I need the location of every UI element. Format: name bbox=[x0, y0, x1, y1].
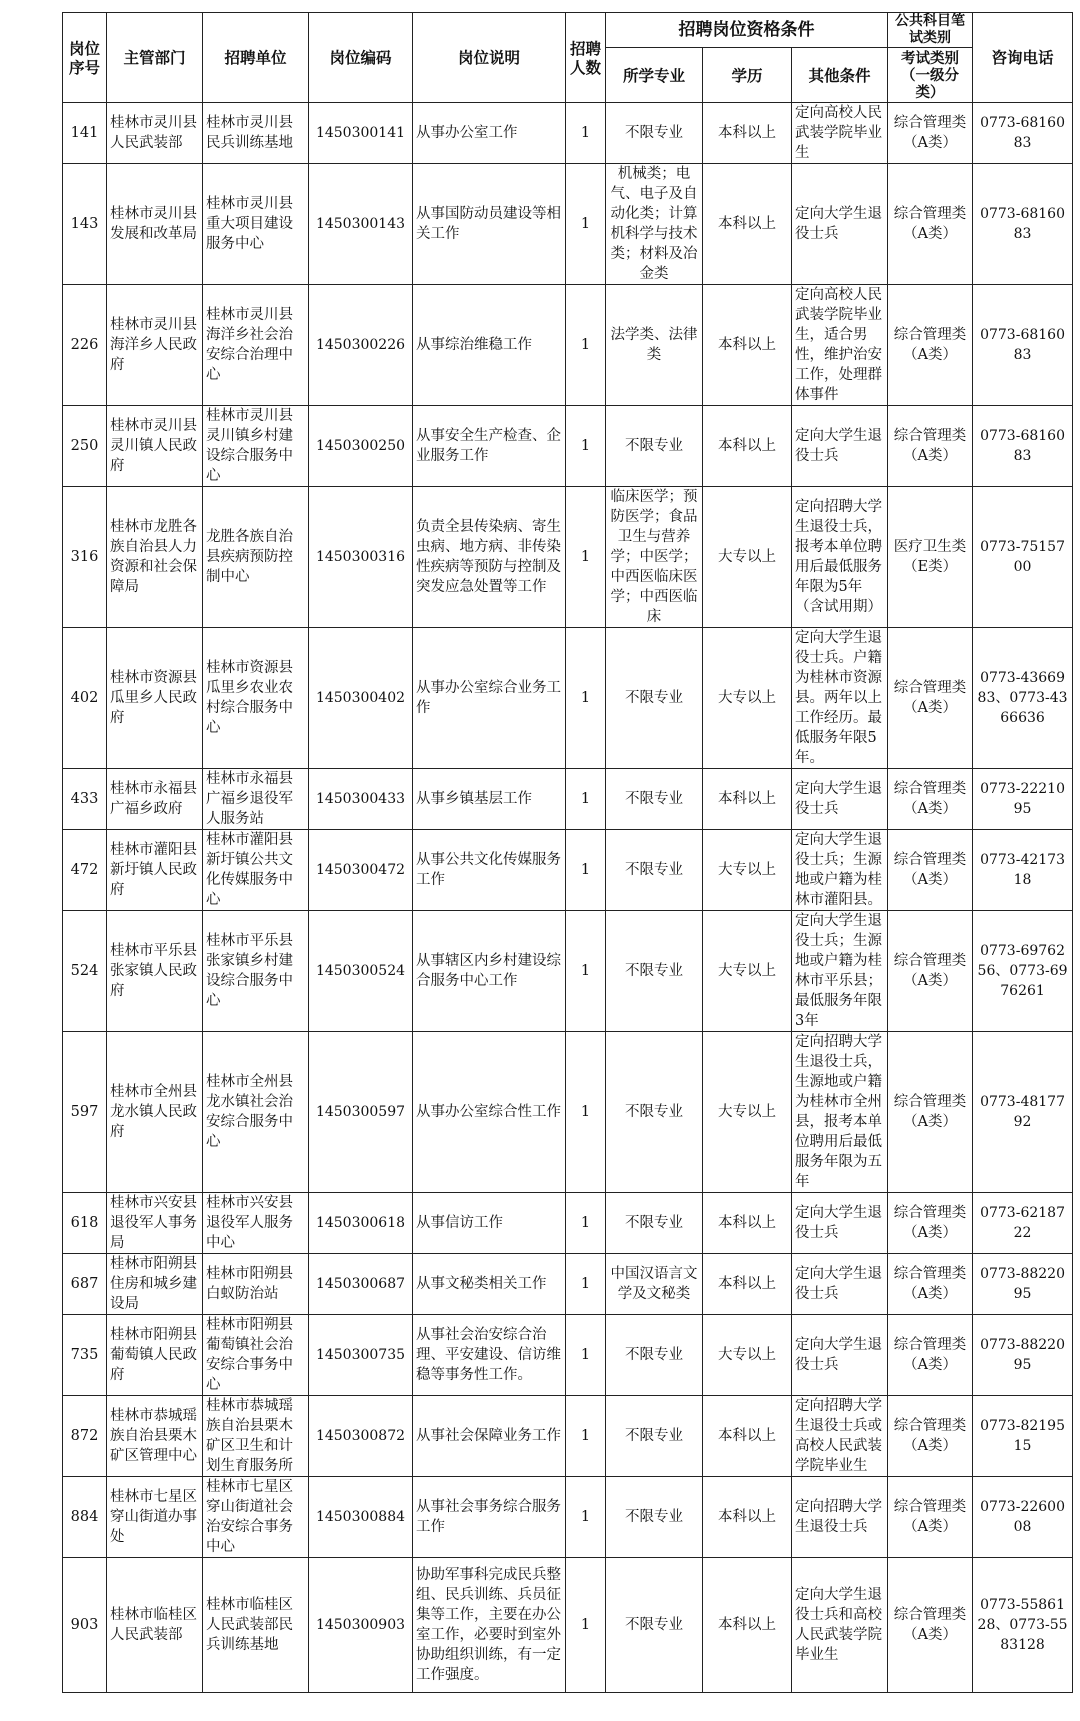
cell-edu: 大专以上 bbox=[703, 487, 792, 628]
cell-num: 1 bbox=[566, 1193, 606, 1254]
cell-major: 不限专业 bbox=[606, 769, 703, 830]
cell-num: 1 bbox=[566, 285, 606, 406]
cell-major: 不限专业 bbox=[606, 1477, 703, 1558]
cell-desc: 协助军事科完成民兵整组、民兵训练、兵员征集等工作，主要在办公室工作，必要时到室外协助组织训练，有一定工作强度。 bbox=[413, 1558, 566, 1693]
cell-unit: 桂林市平乐县张家镇乡村建设综合服务中心 bbox=[203, 911, 309, 1032]
header-exam-group: 公共科目笔试类别 bbox=[888, 13, 973, 48]
cell-num: 1 bbox=[566, 1477, 606, 1558]
header-edu: 学历 bbox=[703, 48, 792, 103]
cell-exam: 综合管理类（A类） bbox=[888, 285, 973, 406]
cell-major: 不限专业 bbox=[606, 1396, 703, 1477]
table-row bbox=[63, 1558, 1073, 1693]
header-phone: 咨询电话 bbox=[973, 13, 1073, 103]
cell-phone: 0773-2221095 bbox=[973, 769, 1073, 830]
cell-major: 不限专业 bbox=[606, 406, 703, 487]
cell-major: 临床医学；预防医学；食品卫生与营养学；中医学；中西医临床医学；中西医临床 bbox=[606, 487, 703, 628]
cell-seq: 735 bbox=[63, 1315, 107, 1396]
cell-unit: 桂林市阳朔县白蚁防治站 bbox=[203, 1254, 309, 1315]
cell-unit: 桂林市灵川县海洋乡社会治安综合治理中心 bbox=[203, 285, 309, 406]
cell-seq: 524 bbox=[63, 911, 107, 1032]
header-exam: 考试类别（一级分类） bbox=[888, 48, 973, 103]
cell-dept: 桂林市灵川县人民武装部 bbox=[107, 103, 203, 164]
cell-edu: 大专以上 bbox=[703, 830, 792, 911]
cell-dept: 桂林市资源县瓜里乡人民政府 bbox=[107, 628, 203, 769]
cell-dept: 桂林市恭城瑶族自治县栗木矿区管理中心 bbox=[107, 1396, 203, 1477]
cell-dept: 桂林市七星区穿山街道办事处 bbox=[107, 1477, 203, 1558]
cell-unit: 桂林市临桂区人民武装部民兵训练基地 bbox=[203, 1558, 309, 1693]
cell-num: 1 bbox=[566, 911, 606, 1032]
table-row bbox=[63, 1254, 1073, 1315]
cell-desc: 从事信访工作 bbox=[413, 1193, 566, 1254]
cell-seq: 597 bbox=[63, 1032, 107, 1193]
cell-desc: 从事安全生产检查、企业服务工作 bbox=[413, 406, 566, 487]
cell-desc: 从事办公室综合性工作 bbox=[413, 1032, 566, 1193]
cell-dept: 桂林市灌阳县新圩镇人民政府 bbox=[107, 830, 203, 911]
cell-exam: 综合管理类（A类） bbox=[888, 1558, 973, 1693]
cell-seq: 402 bbox=[63, 628, 107, 769]
cell-seq: 618 bbox=[63, 1193, 107, 1254]
cell-major: 法学类、法律类 bbox=[606, 285, 703, 406]
cell-code: 1450300618 bbox=[309, 1193, 413, 1254]
table-row bbox=[63, 769, 1073, 830]
cell-unit: 桂林市全州县龙水镇社会治安综合服务中心 bbox=[203, 1032, 309, 1193]
cell-seq: 141 bbox=[63, 103, 107, 164]
cell-seq: 316 bbox=[63, 487, 107, 628]
cell-edu: 本科以上 bbox=[703, 103, 792, 164]
cell-exam: 综合管理类（A类） bbox=[888, 1315, 973, 1396]
cell-other: 定向大学生退役士兵 bbox=[792, 406, 888, 487]
cell-code: 1450300687 bbox=[309, 1254, 413, 1315]
cell-desc: 从事社会事务综合服务工作 bbox=[413, 1477, 566, 1558]
cell-code: 1450300597 bbox=[309, 1032, 413, 1193]
cell-exam: 综合管理类（A类） bbox=[888, 1477, 973, 1558]
cell-num: 1 bbox=[566, 1396, 606, 1477]
cell-code: 1450300735 bbox=[309, 1315, 413, 1396]
cell-unit: 桂林市阳朔县葡萄镇社会治安综合事务中心 bbox=[203, 1315, 309, 1396]
cell-desc: 从事办公室综合业务工作 bbox=[413, 628, 566, 769]
header-seq: 岗位序号 bbox=[63, 13, 107, 103]
cell-major: 不限专业 bbox=[606, 911, 703, 1032]
cell-edu: 大专以上 bbox=[703, 628, 792, 769]
cell-other: 定向大学生退役士兵 bbox=[792, 1193, 888, 1254]
cell-phone: 0773-6816083 bbox=[973, 406, 1073, 487]
cell-exam: 综合管理类（A类） bbox=[888, 1032, 973, 1193]
cell-unit: 桂林市兴安县退役军人服务中心 bbox=[203, 1193, 309, 1254]
cell-major: 不限专业 bbox=[606, 1315, 703, 1396]
cell-seq: 250 bbox=[63, 406, 107, 487]
table-row bbox=[63, 1477, 1073, 1558]
cell-other: 定向招聘大学生退役士兵或高校人民武装学院毕业生 bbox=[792, 1396, 888, 1477]
cell-exam: 综合管理类（A类） bbox=[888, 830, 973, 911]
table-row bbox=[63, 285, 1073, 406]
header-qual-group: 招聘岗位资格条件 bbox=[606, 13, 888, 48]
cell-code: 1450300226 bbox=[309, 285, 413, 406]
cell-phone: 0773-6816083 bbox=[973, 164, 1073, 285]
cell-edu: 本科以上 bbox=[703, 1193, 792, 1254]
cell-major: 不限专业 bbox=[606, 628, 703, 769]
cell-desc: 从事社会保障业务工作 bbox=[413, 1396, 566, 1477]
cell-dept: 桂林市灵川县海洋乡人民政府 bbox=[107, 285, 203, 406]
table-row bbox=[63, 406, 1073, 487]
cell-unit: 桂林市灌阳县新圩镇公共文化传媒服务中心 bbox=[203, 830, 309, 911]
cell-seq: 226 bbox=[63, 285, 107, 406]
cell-num: 1 bbox=[566, 1254, 606, 1315]
cell-major: 不限专业 bbox=[606, 1032, 703, 1193]
cell-desc: 从事文秘类相关工作 bbox=[413, 1254, 566, 1315]
cell-dept: 桂林市平乐县张家镇人民政府 bbox=[107, 911, 203, 1032]
cell-seq: 143 bbox=[63, 164, 107, 285]
cell-exam: 综合管理类（A类） bbox=[888, 406, 973, 487]
cell-unit: 桂林市灵川县灵川镇乡村建设综合服务中心 bbox=[203, 406, 309, 487]
cell-phone: 0773-6976256、0773-6976261 bbox=[973, 911, 1073, 1032]
table-row bbox=[63, 487, 1073, 628]
cell-other: 定向大学生退役士兵 bbox=[792, 769, 888, 830]
cell-num: 1 bbox=[566, 406, 606, 487]
cell-major: 机械类；电气、电子及自动化类；计算机科学与技术类；材料及冶金类 bbox=[606, 164, 703, 285]
cell-desc: 从事辖区内乡村建设综合服务中心工作 bbox=[413, 911, 566, 1032]
table-row bbox=[63, 830, 1073, 911]
cell-unit: 桂林市七星区穿山街道社会治安综合事务中心 bbox=[203, 1477, 309, 1558]
cell-unit: 龙胜各族自治县疾病预防控制中心 bbox=[203, 487, 309, 628]
cell-other: 定向高校人民武装学院毕业生 bbox=[792, 103, 888, 164]
cell-seq: 687 bbox=[63, 1254, 107, 1315]
cell-code: 1450300316 bbox=[309, 487, 413, 628]
cell-phone: 0773-8822095 bbox=[973, 1315, 1073, 1396]
cell-desc: 负责全县传染病、寄生虫病、地方病、非传染性疾病等预防与控制及突发应急处置等工作 bbox=[413, 487, 566, 628]
cell-other: 定向高校人民武装学院毕业生，适合男性，维护治安工作，处理群体事件 bbox=[792, 285, 888, 406]
cell-other: 定向大学生退役士兵。户籍为桂林市资源县。两年以上工作经历。最低服务年限5年。 bbox=[792, 628, 888, 769]
cell-edu: 本科以上 bbox=[703, 406, 792, 487]
cell-num: 1 bbox=[566, 1315, 606, 1396]
cell-phone: 0773-4217318 bbox=[973, 830, 1073, 911]
cell-desc: 从事国防动员建设等相关工作 bbox=[413, 164, 566, 285]
cell-exam: 综合管理类（A类） bbox=[888, 103, 973, 164]
cell-phone: 0773-8219515 bbox=[973, 1396, 1073, 1477]
table-row bbox=[63, 911, 1073, 1032]
cell-other: 定向大学生退役士兵 bbox=[792, 1254, 888, 1315]
cell-code: 1450300402 bbox=[309, 628, 413, 769]
cell-code: 1450300472 bbox=[309, 830, 413, 911]
table-row bbox=[63, 1032, 1073, 1193]
cell-edu: 本科以上 bbox=[703, 164, 792, 285]
cell-code: 1450300524 bbox=[309, 911, 413, 1032]
cell-other: 定向大学生退役士兵 bbox=[792, 164, 888, 285]
cell-phone: 0773-6816083 bbox=[973, 103, 1073, 164]
cell-dept: 桂林市永福县广福乡政府 bbox=[107, 769, 203, 830]
cell-seq: 433 bbox=[63, 769, 107, 830]
header-other: 其他条件 bbox=[792, 48, 888, 103]
cell-unit: 桂林市永福县广福乡退役军人服务站 bbox=[203, 769, 309, 830]
cell-unit: 桂林市灵川县民兵训练基地 bbox=[203, 103, 309, 164]
cell-phone: 0773-8822095 bbox=[973, 1254, 1073, 1315]
header-desc: 岗位说明 bbox=[413, 13, 566, 103]
cell-code: 1450300903 bbox=[309, 1558, 413, 1693]
header-unit: 招聘单位 bbox=[203, 13, 309, 103]
cell-seq: 872 bbox=[63, 1396, 107, 1477]
cell-dept: 桂林市阳朔县葡萄镇人民政府 bbox=[107, 1315, 203, 1396]
cell-desc: 从事综治维稳工作 bbox=[413, 285, 566, 406]
recruitment-table bbox=[62, 12, 1073, 1693]
cell-dept: 桂林市全州县龙水镇人民政府 bbox=[107, 1032, 203, 1193]
cell-edu: 本科以上 bbox=[703, 1396, 792, 1477]
cell-other: 定向大学生退役士兵 bbox=[792, 1315, 888, 1396]
cell-other: 定向招聘大学生退役士兵 bbox=[792, 1477, 888, 1558]
cell-code: 1450300884 bbox=[309, 1477, 413, 1558]
cell-exam: 综合管理类（A类） bbox=[888, 911, 973, 1032]
recruitment-table-page bbox=[62, 12, 1072, 1693]
cell-edu: 大专以上 bbox=[703, 911, 792, 1032]
header-major: 所学专业 bbox=[606, 48, 703, 103]
cell-dept: 桂林市灵川县灵川镇人民政府 bbox=[107, 406, 203, 487]
cell-num: 1 bbox=[566, 830, 606, 911]
cell-num: 1 bbox=[566, 164, 606, 285]
cell-code: 1450300433 bbox=[309, 769, 413, 830]
cell-num: 1 bbox=[566, 103, 606, 164]
cell-desc: 从事办公室工作 bbox=[413, 103, 566, 164]
cell-other: 定向大学生退役士兵和高校人民武装学院毕业生 bbox=[792, 1558, 888, 1693]
table-row bbox=[63, 628, 1073, 769]
cell-code: 1450300250 bbox=[309, 406, 413, 487]
cell-num: 1 bbox=[566, 1558, 606, 1693]
table-row bbox=[63, 103, 1073, 164]
table-row bbox=[63, 1396, 1073, 1477]
cell-exam: 综合管理类（A类） bbox=[888, 769, 973, 830]
cell-edu: 大专以上 bbox=[703, 1032, 792, 1193]
cell-other: 定向大学生退役士兵；生源地或户籍为桂林市灌阳县。 bbox=[792, 830, 888, 911]
cell-phone: 0773-6816083 bbox=[973, 285, 1073, 406]
cell-exam: 综合管理类（A类） bbox=[888, 1193, 973, 1254]
cell-other: 定向招聘大学生退役士兵，报考本单位聘用后最低服务年限为5年（含试用期） bbox=[792, 487, 888, 628]
cell-num: 1 bbox=[566, 1032, 606, 1193]
cell-num: 1 bbox=[566, 487, 606, 628]
cell-edu: 本科以上 bbox=[703, 769, 792, 830]
cell-phone: 0773-4366983、0773-4366636 bbox=[973, 628, 1073, 769]
cell-edu: 本科以上 bbox=[703, 1477, 792, 1558]
cell-desc: 从事乡镇基层工作 bbox=[413, 769, 566, 830]
cell-major: 不限专业 bbox=[606, 1558, 703, 1693]
cell-phone: 0773-5586128、0773-5583128 bbox=[973, 1558, 1073, 1693]
cell-edu: 本科以上 bbox=[703, 285, 792, 406]
cell-major: 不限专业 bbox=[606, 830, 703, 911]
cell-num: 1 bbox=[566, 628, 606, 769]
cell-phone: 0773-7515700 bbox=[973, 487, 1073, 628]
cell-code: 1450300143 bbox=[309, 164, 413, 285]
cell-code: 1450300872 bbox=[309, 1396, 413, 1477]
table-row bbox=[63, 164, 1073, 285]
cell-dept: 桂林市阳朔县住房和城乡建设局 bbox=[107, 1254, 203, 1315]
cell-num: 1 bbox=[566, 769, 606, 830]
cell-seq: 472 bbox=[63, 830, 107, 911]
cell-edu: 本科以上 bbox=[703, 1254, 792, 1315]
cell-unit: 桂林市灵川县重大项目建设服务中心 bbox=[203, 164, 309, 285]
cell-dept: 桂林市灵川县发展和改革局 bbox=[107, 164, 203, 285]
cell-unit: 桂林市恭城瑶族自治县栗木矿区卫生和计划生育服务所 bbox=[203, 1396, 309, 1477]
cell-major: 不限专业 bbox=[606, 103, 703, 164]
cell-desc: 从事公共文化传媒服务工作 bbox=[413, 830, 566, 911]
table-row bbox=[63, 1193, 1073, 1254]
cell-edu: 大专以上 bbox=[703, 1315, 792, 1396]
cell-exam: 医疗卫生类（E类） bbox=[888, 487, 973, 628]
cell-exam: 综合管理类（A类） bbox=[888, 1396, 973, 1477]
header-code: 岗位编码 bbox=[309, 13, 413, 103]
header-dept: 主管部门 bbox=[107, 13, 203, 103]
table-row bbox=[63, 1315, 1073, 1396]
cell-edu: 本科以上 bbox=[703, 1558, 792, 1693]
cell-seq: 903 bbox=[63, 1558, 107, 1693]
cell-exam: 综合管理类（A类） bbox=[888, 1254, 973, 1315]
cell-seq: 884 bbox=[63, 1477, 107, 1558]
table-body bbox=[63, 103, 1073, 1693]
cell-major: 不限专业 bbox=[606, 1193, 703, 1254]
cell-dept: 桂林市临桂区人民武装部 bbox=[107, 1558, 203, 1693]
cell-desc: 从事社会治安综合治理、平安建设、信访维稳等事务性工作。 bbox=[413, 1315, 566, 1396]
cell-code: 1450300141 bbox=[309, 103, 413, 164]
cell-major: 中国汉语言文学及文秘类 bbox=[606, 1254, 703, 1315]
cell-other: 定向大学生退役士兵；生源地或户籍为桂林市平乐县；最低服务年限3年 bbox=[792, 911, 888, 1032]
cell-exam: 综合管理类（A类） bbox=[888, 628, 973, 769]
cell-phone: 0773-2260008 bbox=[973, 1477, 1073, 1558]
cell-dept: 桂林市龙胜各族自治县人力资源和社会保障局 bbox=[107, 487, 203, 628]
cell-phone: 0773-4817792 bbox=[973, 1032, 1073, 1193]
cell-dept: 桂林市兴安县退役军人事务局 bbox=[107, 1193, 203, 1254]
header-num: 招聘人数 bbox=[566, 13, 606, 103]
cell-phone: 0773-6218722 bbox=[973, 1193, 1073, 1254]
cell-exam: 综合管理类（A类） bbox=[888, 164, 973, 285]
cell-unit: 桂林市资源县瓜里乡农业农村综合服务中心 bbox=[203, 628, 309, 769]
cell-other: 定向招聘大学生退役士兵，生源地或户籍为桂林市全州县，报考本单位聘用后最低服务年限为五年 bbox=[792, 1032, 888, 1193]
